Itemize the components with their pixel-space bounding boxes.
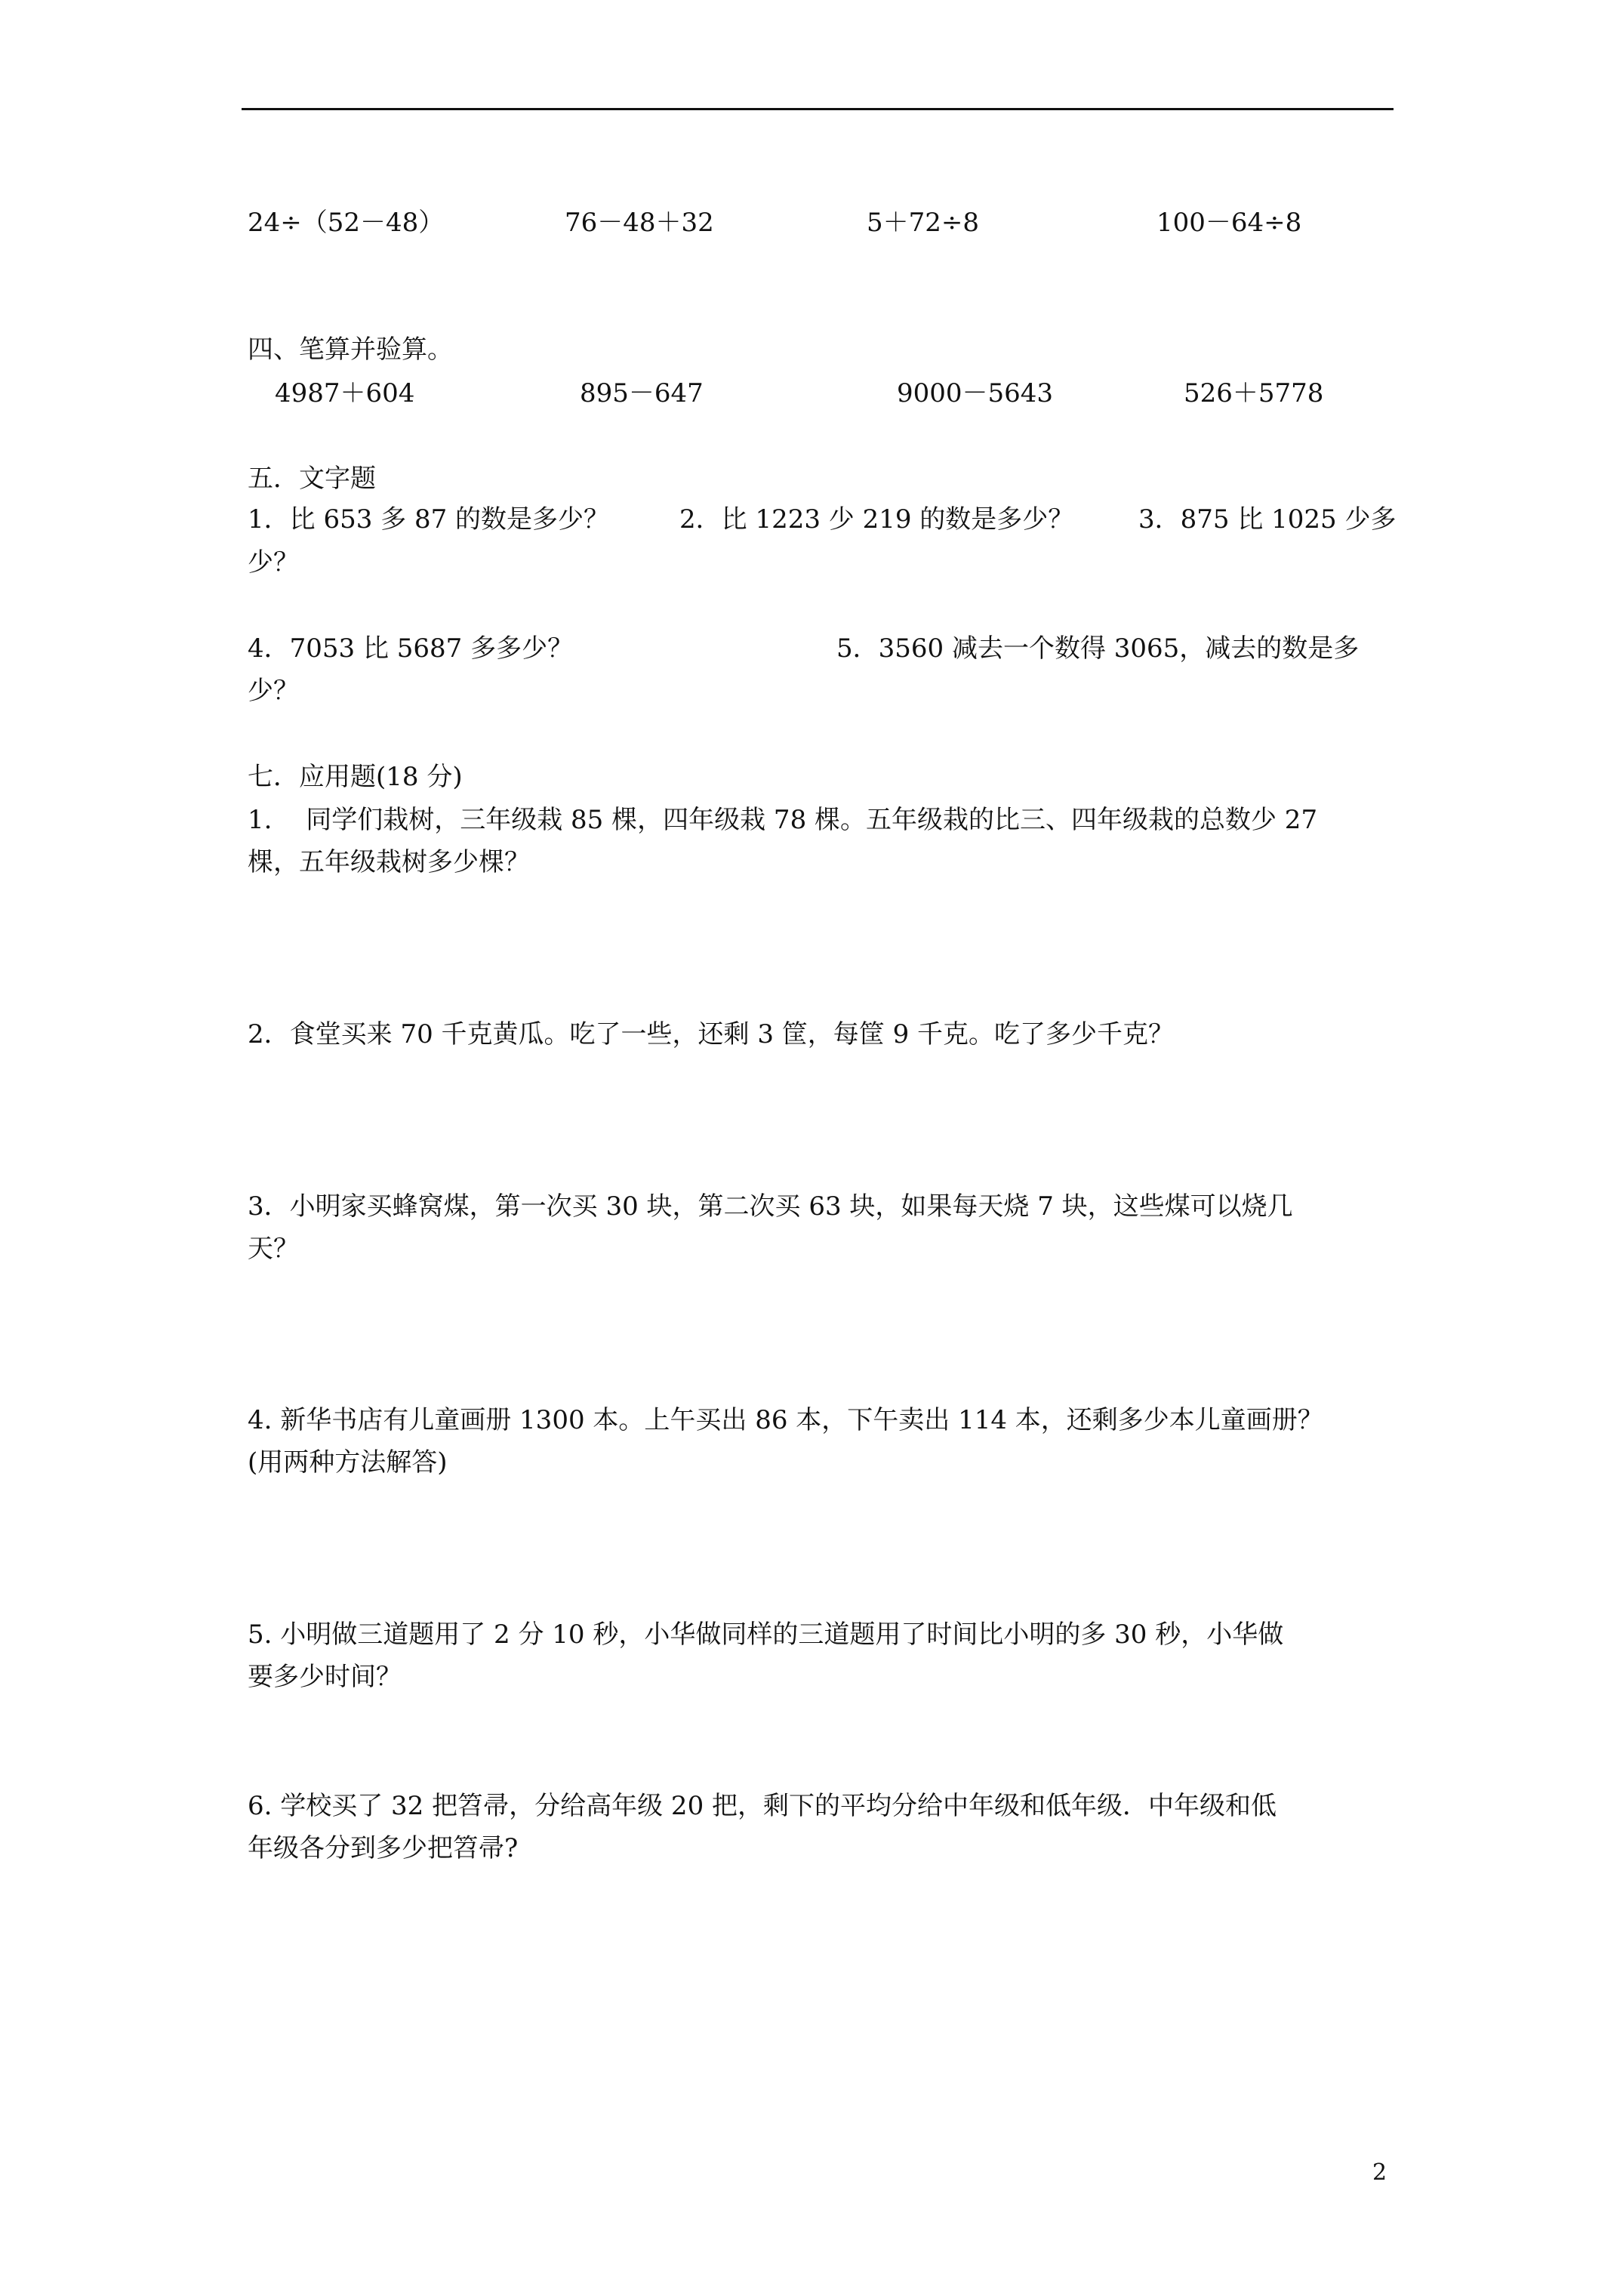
section5-question-1: 1．比 653 多 87 的数是多少？ xyxy=(248,504,610,535)
page-number: 2 xyxy=(1372,2159,1387,2186)
problem-1: 1. 同学们栽树，三年级栽 85 棵，四年级栽 78 棵。五年级栽的比三、四年级栽的总数少 27 xyxy=(248,805,1318,835)
section4-item-4: 526＋5778 xyxy=(1184,378,1324,408)
calc-expression-1: 24÷（52－48） xyxy=(248,208,445,238)
problem-1-cont: 棵，五年级栽树多少棵？ xyxy=(248,847,530,877)
problem-4: 4. 新华书店有儿童画册 1300 本。上午买出 86 本，下午卖出 114 本，还剩多少本儿童画册？ xyxy=(248,1405,1323,1435)
problem-4-cont: (用两种方法解答) xyxy=(248,1447,448,1478)
section5-question-3-cont: 少？ xyxy=(248,547,299,578)
section5-question-5: 5．3560 减去一个数得 3065，减去的数是多 xyxy=(836,633,1360,664)
section4-item-2: 895－647 xyxy=(580,378,704,408)
section4-item-1: 4987＋604 xyxy=(275,378,415,408)
calc-expression-2: 76－48＋32 xyxy=(565,208,714,238)
section5-question-5-cont: 少？ xyxy=(248,676,299,706)
calc-expression-3: 5＋72÷8 xyxy=(867,208,980,238)
problem-2: 2．食堂买来 70 千克黄瓜。吃了一些，还剩 3 筐，每筐 9 千克。吃了多少千克？ xyxy=(248,1019,1175,1049)
section4-heading: 四、笔算并验算。 xyxy=(248,334,453,365)
problem-5-cont: 要多少时间？ xyxy=(248,1662,402,1692)
section4-item-3: 9000－5643 xyxy=(897,378,1054,408)
problem-6: 6. 学校买了 32 把笤帚，分给高年级 20 把，剩下的平均分给中年级和低年级．中年级和低 xyxy=(248,1791,1277,1821)
section7-heading: 七．应用题(18 分) xyxy=(248,762,463,792)
problem-5: 5. 小明做三道题用了 2 分 10 秒，小华做同样的三道题用了时间比小明的多 30 秒，小华做 xyxy=(248,1620,1284,1650)
problem-3: 3．小明家买蜂窝煤，第一次买 30 块，第二次买 63 块，如果每天烧 7 块，这些煤可以烧几 xyxy=(248,1191,1293,1222)
section5-question-4: 4．7053 比 5687 多多少？ xyxy=(248,633,574,664)
section5-question-2: 2．比 1223 少 219 的数是多少？ xyxy=(679,504,1074,535)
section5-question-3: 3．875 比 1025 少多 xyxy=(1138,504,1397,535)
header-rule xyxy=(242,108,1394,110)
problem-3-cont: 天？ xyxy=(248,1234,299,1264)
calc-expression-4: 100－64÷8 xyxy=(1156,208,1302,238)
section5-heading: 五．文字题 xyxy=(248,464,376,494)
problem-6-cont: 年级各分到多少把笤帚? xyxy=(248,1833,519,1863)
